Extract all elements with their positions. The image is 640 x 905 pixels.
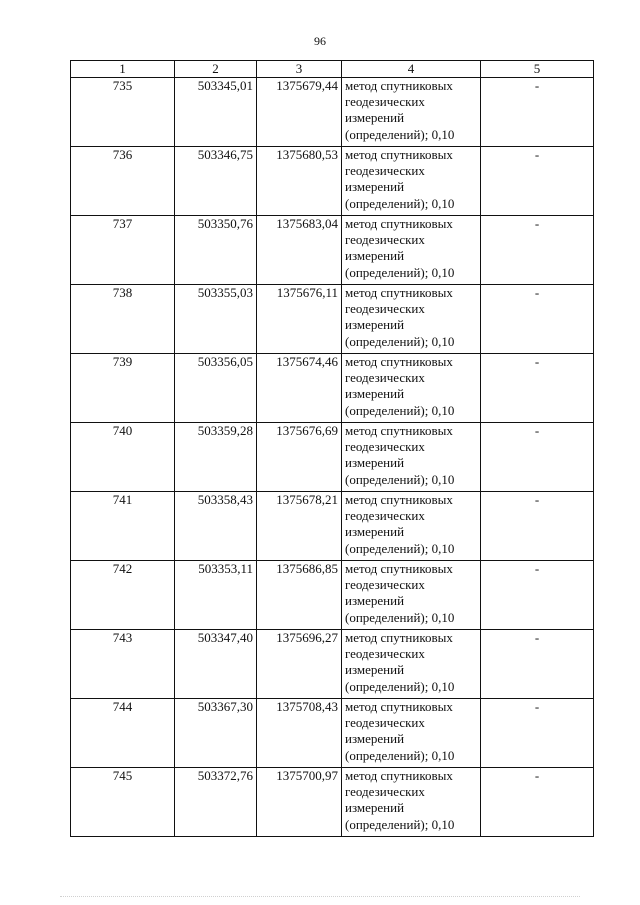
point-id: 736 xyxy=(71,147,175,216)
table-row xyxy=(71,561,594,630)
column-header-1: 1 xyxy=(71,61,175,78)
method-description: метод спутниковых геодезических измерений (определений); 0,10 xyxy=(342,768,481,837)
method-description: метод спутниковых геодезических измерений (определений); 0,10 xyxy=(342,147,481,216)
point-id: 743 xyxy=(71,630,175,699)
coordinate-x: 503350,76 xyxy=(175,216,257,285)
point-id: 737 xyxy=(71,216,175,285)
point-id: 741 xyxy=(71,492,175,561)
point-id: 738 xyxy=(71,285,175,354)
table-row xyxy=(71,285,594,354)
coordinate-x: 503347,40 xyxy=(175,630,257,699)
coordinate-y: 1375674,46 xyxy=(257,354,342,423)
coordinate-x: 503358,43 xyxy=(175,492,257,561)
note: - xyxy=(481,492,594,561)
note: - xyxy=(481,423,594,492)
note: - xyxy=(481,285,594,354)
column-header-2: 2 xyxy=(175,61,257,78)
note: - xyxy=(481,354,594,423)
coordinate-y: 1375676,69 xyxy=(257,423,342,492)
point-id: 739 xyxy=(71,354,175,423)
page-number: 96 xyxy=(314,34,326,48)
coordinate-y: 1375678,21 xyxy=(257,492,342,561)
point-id: 742 xyxy=(71,561,175,630)
coordinate-x: 503367,30 xyxy=(175,699,257,768)
method-description: метод спутниковых геодезических измерений (определений); 0,10 xyxy=(342,492,481,561)
table-row xyxy=(71,492,594,561)
coordinate-y: 1375696,27 xyxy=(257,630,342,699)
method-description: метод спутниковых геодезических измерений (определений); 0,10 xyxy=(342,699,481,768)
method-description: метод спутниковых геодезических измерений (определений); 0,10 xyxy=(342,561,481,630)
coordinate-y: 1375700,97 xyxy=(257,768,342,837)
table-row xyxy=(71,216,594,285)
point-id: 740 xyxy=(71,423,175,492)
footer-divider xyxy=(60,896,580,901)
note: - xyxy=(481,78,594,147)
note: - xyxy=(481,216,594,285)
table-row xyxy=(71,699,594,768)
note: - xyxy=(481,630,594,699)
note: - xyxy=(481,147,594,216)
table-row xyxy=(71,423,594,492)
coordinate-y: 1375686,85 xyxy=(257,561,342,630)
method-description: метод спутниковых геодезических измерений (определений); 0,10 xyxy=(342,630,481,699)
coordinate-y: 1375708,43 xyxy=(257,699,342,768)
point-id: 744 xyxy=(71,699,175,768)
coordinate-y: 1375679,44 xyxy=(257,78,342,147)
table-row xyxy=(71,768,594,837)
coordinate-x: 503346,75 xyxy=(175,147,257,216)
method-description: метод спутниковых геодезических измерений (определений); 0,10 xyxy=(342,78,481,147)
point-id: 735 xyxy=(71,78,175,147)
coordinate-x: 503345,01 xyxy=(175,78,257,147)
coordinate-y: 1375683,04 xyxy=(257,216,342,285)
method-description: метод спутниковых геодезических измерений (определений); 0,10 xyxy=(342,423,481,492)
note: - xyxy=(481,768,594,837)
table-row xyxy=(71,147,594,216)
table-header xyxy=(71,61,594,78)
coordinates-table xyxy=(70,60,594,837)
method-description: метод спутниковых геодезических измерений (определений); 0,10 xyxy=(342,285,481,354)
coordinate-y: 1375676,11 xyxy=(257,285,342,354)
table-row xyxy=(71,78,594,147)
coordinate-x: 503359,28 xyxy=(175,423,257,492)
column-header-3: 3 xyxy=(257,61,342,78)
table-row xyxy=(71,630,594,699)
point-id: 745 xyxy=(71,768,175,837)
column-header-5: 5 xyxy=(481,61,594,78)
note: - xyxy=(481,561,594,630)
coordinate-x: 503372,76 xyxy=(175,768,257,837)
coordinate-x: 503355,03 xyxy=(175,285,257,354)
note: - xyxy=(481,699,594,768)
method-description: метод спутниковых геодезических измерений (определений); 0,10 xyxy=(342,354,481,423)
coordinate-x: 503356,05 xyxy=(175,354,257,423)
coordinate-x: 503353,11 xyxy=(175,561,257,630)
table-body xyxy=(71,78,594,837)
method-description: метод спутниковых геодезических измерений (определений); 0,10 xyxy=(342,216,481,285)
table-row xyxy=(71,354,594,423)
coordinate-y: 1375680,53 xyxy=(257,147,342,216)
column-header-4: 4 xyxy=(342,61,481,78)
